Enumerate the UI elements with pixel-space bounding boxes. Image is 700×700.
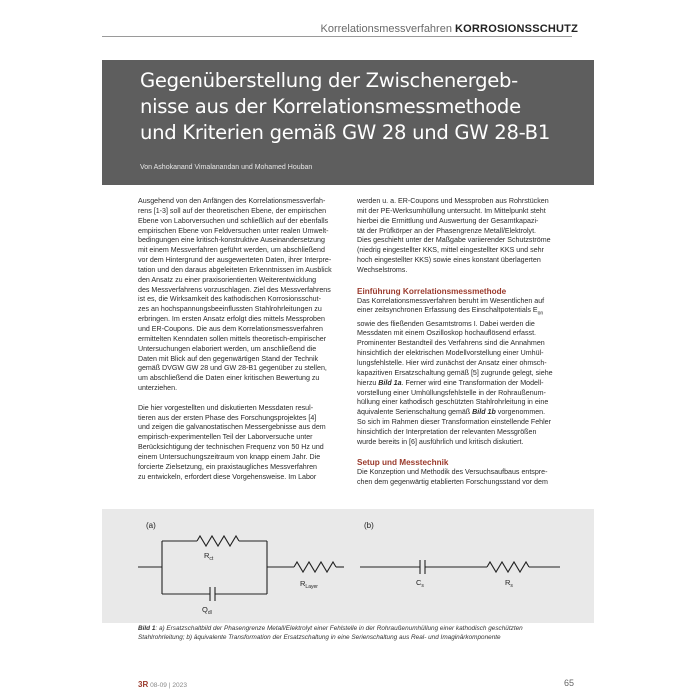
paragraph: werden u. a. ER-Coupons und Messproben aus Rohrstücken mit der PE-Werksumhüllung untersucht. Im Mittelpunkt steht hierbei die Ermittlung und Auswertung der Gesamtkapazi- tät der Prüfkörper an der Phasengrenze Metall/Elektrolyt. Dies geschieht unter der Maßgabe variierender Schutzströme (niedrig eingestellter KKS, mittel eingestellter KKS und sehr hoch eingestellter KKS) sowie eines konstant überlagerten Wechselstroms. (357, 197, 551, 274)
article-byline: Von Ashokanand Vimalanandan und Mohamed Houban (140, 164, 313, 171)
header-topic: Korrelationsmessverfahren (320, 23, 452, 35)
header-text (321, 22, 579, 36)
label-qdl (202, 605, 212, 616)
label-rs-main: R (505, 578, 511, 587)
label-qdl-main: Q (202, 605, 208, 614)
subheading: Einführung Korrelationsmessmethode (357, 286, 507, 296)
paragraph: Ausgehend von den Anfängen des Korrelationsmessverfah- rens [1-3] soll auf der theoretischen Ebene, der empirischen Ebene von Laborversuchen und schließlich auf der ebenfalls empirischen Ebene von Feldversuchen unter realen Umwelt- bedingungen eine kritisch-konstruktive Auseinandersetzung mit einem Messverfahren geführt werden, um abschließend vor dem Hintergrund der ausgewerteten Daten, ihrer Interpre- tation und den daraus abgeleiteten Erkenntnissen im Ausblick den Ansatz zu einer praxisorientierten Weiterentwicklung des Messverfahrens vorzuschlagen. Ziel des Messverfahrens ist es, die Wirksamkeit des kathodischen Korrosionsschut- zes an hochspannungsbeeinflussten Stahlrohrleitungen zu erbringen. Im ersten Ansatz erfolgt dies mittels Messproben und ER-Coupons. Die aus dem Korrelationsmessverfahren ermittelten Kenndaten sollen mittels theoretisch-empirischer Untersuchungen elaboriert werden, um anschließend die Daten mit Blick auf den gegenwärtigen Stand der Technik gemäß DVGW GW 28 und GW 28-B1 gegenüber zu stellen, um abschließend die Daten einer kritischen Bewertung zu unterziehen. (138, 197, 332, 393)
header-section: KORROSIONSSCHUTZ (455, 23, 578, 35)
label-rlayer (300, 579, 318, 590)
caption-text: : a) Ersatzschaltbild der Phasengrenze Metall/Elektrolyt einer Fehlstelle in der Rohraußenumhüllung einer kathodisch geschützten Stahlrohrleitung; b) äquivalente Transformation der Ersatzschaltung in eine Serienschaltung aus Real- und Imaginärkomponente (138, 625, 523, 642)
label-rs (505, 578, 513, 589)
label-rlayer-sub: Layer (305, 584, 318, 590)
brand-logo: 3R (138, 680, 149, 689)
label-rlayer-main: R (300, 579, 306, 588)
label-rs-sub: s (510, 583, 513, 589)
label-b: (b) (364, 521, 374, 530)
figure-reference[interactable]: Bild 1b (472, 408, 496, 417)
page-number: 65 (563, 678, 574, 688)
footer-publication (138, 680, 187, 689)
figure-caption (138, 624, 558, 643)
label-rct (204, 551, 214, 562)
label-cs (416, 578, 424, 589)
paragraph: Die Konzeption und Methodik des Versuchsaufbaus entspre- chen dem gegenwärtig etablierten Forschungsstand vor dem (357, 468, 548, 487)
text-run: sowie des fließenden Gesamtstroms I. Dabei werden die Messdaten mit einem Oszilloskop hochauflösend erfasst. Prominenter Bestandteil des Verfahrens sind die Annahmen hinsichtlich der elektrischen Modellvorstellung einer Umhül- lungsfehlstelle. Hier wird zunächst der Ansatz einer ohmsch- kapazitiven Ersatzschaltung gemäß [5] zugrunde gelegt, siehe hierzu (357, 319, 553, 387)
text-run: vorgenommen. So sich im Rahmen dieser Transformation einstellende Fehler hinsichtlich der Interpretation der relevanten Messgrößen wurde bereits in [6] ausführlich und kritisch diskutiert. (357, 408, 551, 446)
article-title: Gegenüberstellung der Zwischenergeb- nisse aus der Korrelationsmessmethode und Kriterien gemäß GW 28 und GW 28-B1 (140, 69, 550, 144)
right-column (357, 197, 567, 498)
text-run: Das Korrelationsmessverfahren beruht im Wesentlichen auf einer zeitsynchronen Erfassung des Einschaltpotentials E (357, 296, 545, 315)
resistor-rs (487, 562, 529, 572)
label-rct-main: R (204, 551, 210, 560)
paragraph (357, 297, 567, 448)
resistor-rct (197, 536, 239, 546)
title-block (102, 60, 594, 185)
subheading: Setup und Messtechnik (357, 458, 449, 468)
label-cs-sub: s (421, 583, 424, 589)
label-cs-main: C (416, 578, 422, 587)
running-header (0, 22, 700, 38)
label-a: (a) (146, 521, 156, 530)
caption-label: Bild 1 (138, 625, 156, 632)
resistor-rlayer (294, 562, 336, 572)
left-column (138, 197, 349, 492)
figure-reference[interactable]: Bild 1a (378, 378, 402, 387)
issue-number: 08-09 | 2023 (150, 682, 187, 689)
text-run: . Ferner wird eine Transformation der Modell- vorstellung einer Umhüllungsfehlstelle in der Rohraußenum- hüllung einer kathodisch geschützten Stahlrohrleitung in eine äquivalente Serienschaltung gemäß (357, 378, 549, 417)
paragraph: Die hier vorgestellten und diskutierten Messdaten resul- tieren aus der ersten Phase des Forschungsprojektes [4] und zeigen die galvanostatischen Messergebnisse aus dem empirisch-experimentellen Teil der Laborversuche unter Berücksichtigung der technischen Frequenz von 50 Hz und einem Untersuchungszeitraum von knapp einem Jahr. Die forcierte Zielsetzung, ein praxistaugliches Messverfahren zu entwickeln, erfordert diese Vorgehensweise. Im Labor (138, 403, 326, 481)
circuit-diagram (102, 509, 594, 623)
label-qdl-sub: dl (207, 610, 212, 616)
header-rule (102, 36, 572, 37)
circuit-figure (102, 509, 594, 623)
label-rct-sub: ct (209, 556, 214, 562)
subscript: on (537, 310, 544, 317)
